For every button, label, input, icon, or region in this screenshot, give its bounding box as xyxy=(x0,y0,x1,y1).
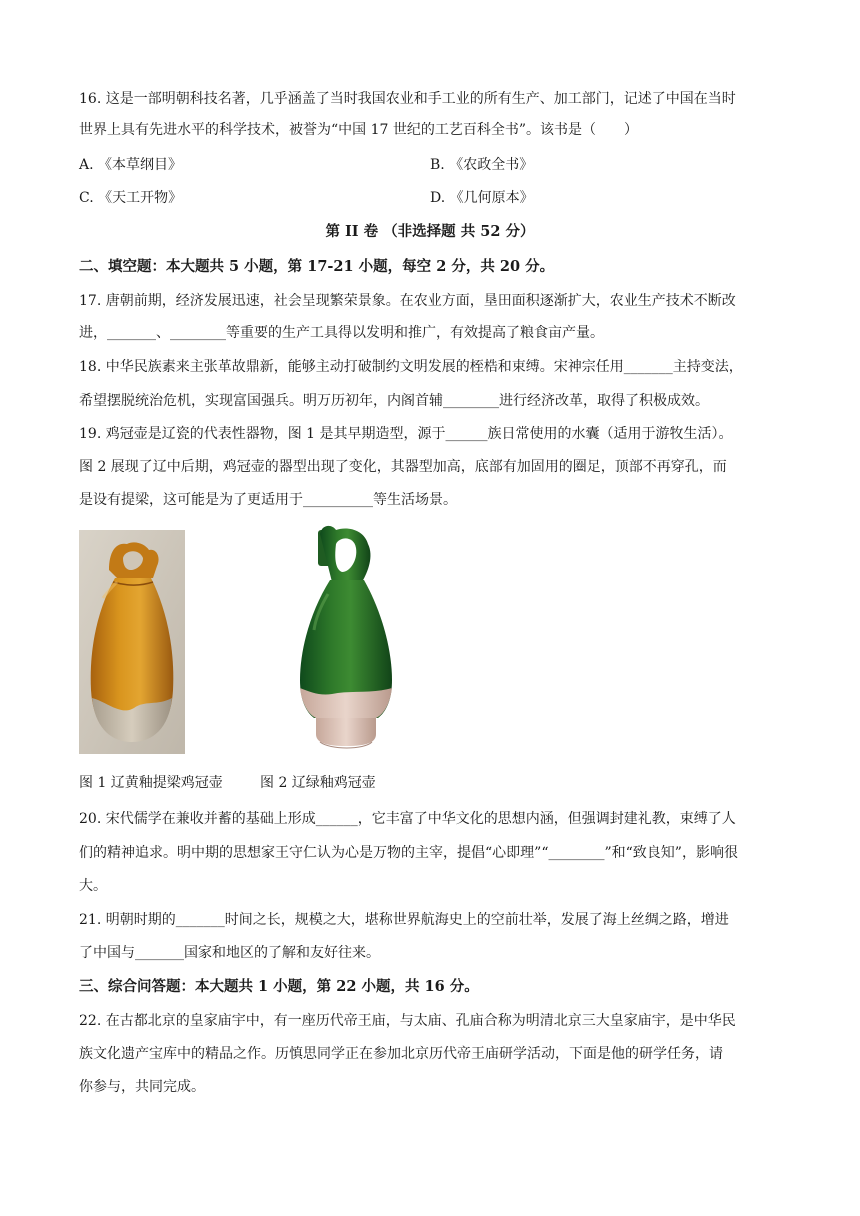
q16-option-b: B. 《农政全书》 xyxy=(430,157,534,173)
q20-line-3: 大。 xyxy=(79,878,107,894)
part-3-heading: 三、综合问答题：本大题共 1 小题，第 22 小题，共 16 分。 xyxy=(79,978,479,995)
q16-line-2: 世界上具有先进水平的科学技术，被誉为“中国 17 世纪的工艺百科全书”。该书是（ ） xyxy=(79,122,639,138)
q16-option-d: D. 《几何原本》 xyxy=(430,190,534,206)
q21-line-1: 21. 明朝时期的_______时间之长，规模之大，堪称世界航海史上的空前壮举，发展了海上丝绸之路，增进 xyxy=(79,912,729,928)
q21-line-2: 了中国与_______国家和地区的了解和友好往来。 xyxy=(79,945,380,961)
figure-1-caption: 图 1 辽黄釉提梁鸡冠壶 xyxy=(79,775,223,791)
figure-2-green-ewer-image xyxy=(270,520,420,760)
q19-line-1: 19. 鸡冠壶是辽瓷的代表性器物，图 1 是其早期造型，源于______族日常使用的水囊（适用于游牧生活）。 xyxy=(79,426,733,442)
q17-line-2: 进，_______、________等重要的生产工具得以发明和推广，有效提高了粮食亩产量。 xyxy=(79,325,604,341)
q22-line-2: 族文化遗产宝库中的精品之作。历慎思同学正在参加北京历代帝王庙研学活动，下面是他的研学任务，请 xyxy=(79,1046,723,1062)
q19-line-3: 是设有提梁，这可能是为了更适用于__________等生活场景。 xyxy=(79,492,457,508)
q17-line-1: 17. 唐朝前期，经济发展迅速，社会呈现繁荣景象。在农业方面，垦田面积逐渐扩大，农业生产技术不断改 xyxy=(79,293,736,309)
q22-line-3: 你参与，共同完成。 xyxy=(79,1079,205,1095)
q16-option-c: C. 《天工开物》 xyxy=(79,190,183,206)
q16-line-1: 16. 这是一部明朝科技名著，几乎涵盖了当时我国农业和手工业的所有生产、加工部门，记述了中国在当时 xyxy=(79,91,736,107)
figure-2-caption: 图 2 辽绿釉鸡冠壶 xyxy=(260,775,376,791)
part-2-heading: 二、填空题：本大题共 5 小题，第 17-21 小题，每空 2 分，共 20 分。 xyxy=(79,258,555,275)
q19-line-2: 图 2 展现了辽中后期，鸡冠壶的器型出现了变化，其器型加高，底部有加固用的圈足，顶部不再穿孔，而 xyxy=(79,459,727,475)
q20-line-2: 们的精神追求。明中期的思想家王守仁认为心是万物的主宰，提倡“心即理”“________”和“致良知”，影响很 xyxy=(79,845,738,861)
q22-line-1: 22. 在古都北京的皇家庙宇中，有一座历代帝王庙，与太庙、孔庙合称为明清北京三大皇家庙宇，是中华民 xyxy=(79,1013,736,1029)
q16-option-a: A. 《本草纲目》 xyxy=(79,157,183,173)
figure-1-yellow-ewer-image xyxy=(79,530,185,754)
q20-line-1: 20. 宋代儒学在兼收并蓄的基础上形成______，它丰富了中华文化的思想内涵，但强调封建礼教，束缚了人 xyxy=(79,811,736,827)
section-2-title: 第 II 卷 （非选择题 共 52 分） xyxy=(325,223,535,240)
q18-line-2: 希望摆脱统治危机，实现富国强兵。明万历初年，内阁首辅________进行经济改革，取得了积极成效。 xyxy=(79,393,709,409)
q18-line-1: 18. 中华民族素来主张革故鼎新，能够主动打破制约文明发展的桎梏和束缚。宋神宗任用_______主持变法， xyxy=(79,359,743,375)
